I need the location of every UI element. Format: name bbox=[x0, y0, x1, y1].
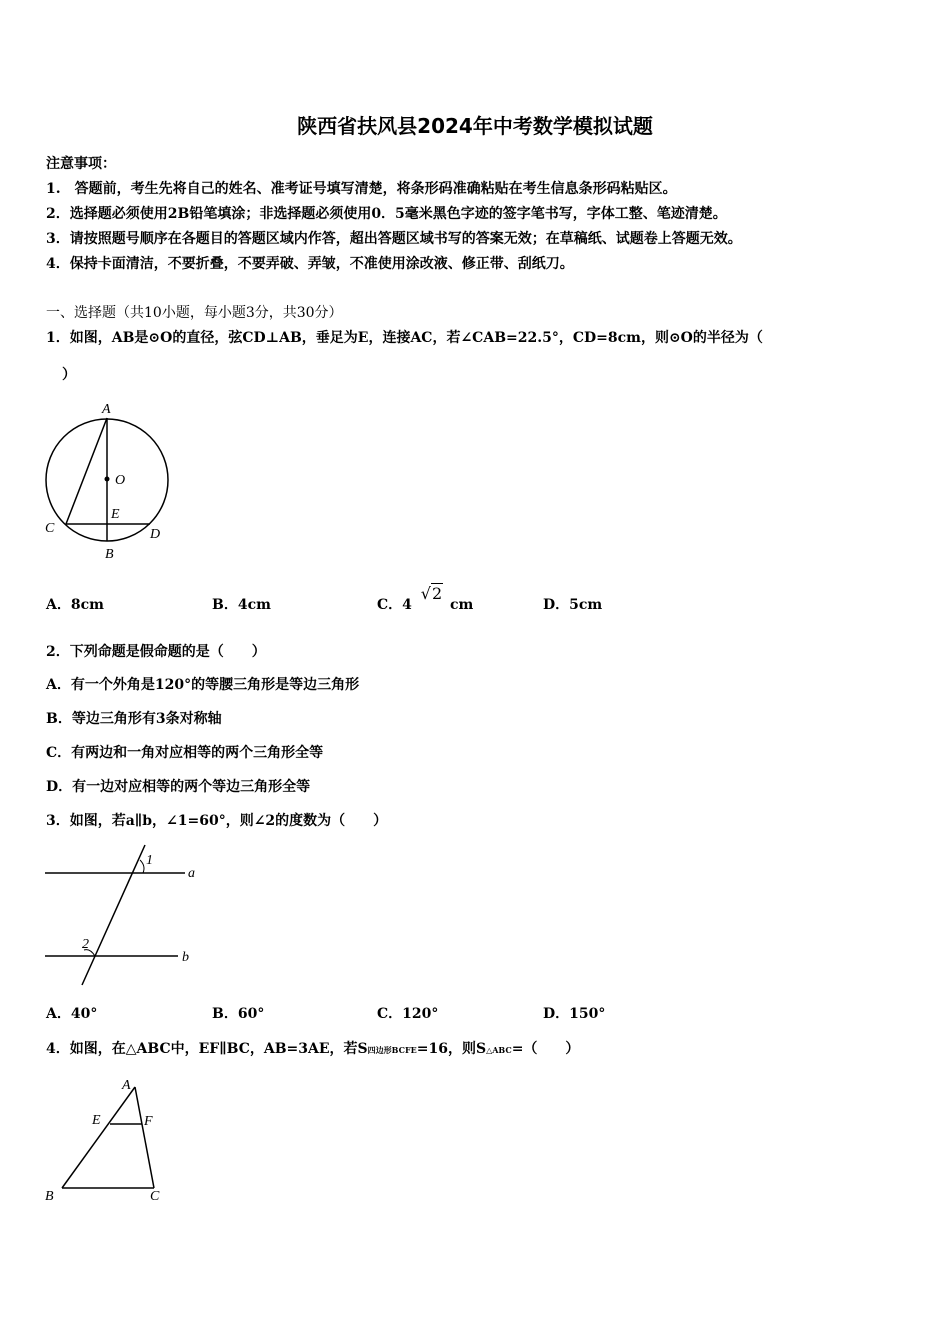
q2-stem: 2．下列命题是假命题的是（ ） bbox=[46, 644, 266, 660]
sqrt-radicand: 2 bbox=[431, 584, 443, 603]
q1-option-c-prefix: C．4 bbox=[377, 597, 412, 613]
q4-stem-mid: =16，则S bbox=[416, 1041, 487, 1057]
q2-option-d: D．有一边对应相等的两个等边三角形全等 bbox=[46, 779, 311, 795]
page-title: 陕西省扶风县2024年中考数学模拟试题 bbox=[297, 114, 653, 138]
q3-stem: 3．如图，若a∥b，∠1=60°，则∠2的度数为（ ） bbox=[46, 813, 388, 829]
center-dot bbox=[105, 477, 110, 482]
q3-parallel-figure bbox=[40, 840, 205, 990]
q2-option-c: C．有两边和一角对应相等的两个三角形全等 bbox=[46, 745, 324, 761]
segment-ac bbox=[66, 418, 107, 524]
label-b: B bbox=[45, 1189, 54, 1204]
transversal bbox=[82, 845, 145, 985]
sqrt-symbol: √2 bbox=[420, 584, 443, 603]
q4-triangle-figure bbox=[40, 1072, 175, 1207]
section-heading: 一、选择题（共10小题，每小题3分，共30分） bbox=[46, 305, 343, 321]
label-d: D bbox=[150, 527, 161, 542]
label-c: C bbox=[45, 521, 55, 536]
notice-heading: 注意事项： bbox=[46, 156, 116, 172]
label-line-b: b bbox=[182, 950, 189, 965]
q4-sub-quad: 四边形BCFE bbox=[367, 1045, 417, 1055]
angle-1-arc bbox=[140, 860, 144, 873]
q4-stem-end: =（ ） bbox=[511, 1041, 580, 1057]
q4-sub-triangle: △ABC bbox=[486, 1045, 512, 1055]
notice-item: 3．请按照题号顺序在各题目的答题区域内作答，超出答题区域书写的答案无效；在草稿纸、试题卷上答题无效。 bbox=[46, 231, 742, 247]
q4-stem bbox=[46, 1038, 579, 1058]
q1-stem: 1．如图，AB是⊙O的直径，弦CD⊥AB，垂足为E，连接AC，若∠CAB=22.5°，CD=8cm，则⊙O的半径为（ bbox=[46, 330, 763, 346]
q3-option-a: A．40° bbox=[46, 1006, 98, 1022]
q1-stem-end: ） bbox=[62, 367, 76, 383]
side-ac bbox=[135, 1087, 154, 1188]
q3-option-d: D．150° bbox=[543, 1006, 606, 1022]
notice-item: 4．保持卡面清洁，不要折叠，不要弄破、弄皱，不准使用涂改液、修正带、刮纸刀。 bbox=[46, 256, 574, 272]
label-f: F bbox=[144, 1114, 153, 1129]
label-line-a: a bbox=[188, 866, 195, 881]
label-b: B bbox=[105, 547, 114, 562]
q2-option-b: B．等边三角形有3条对称轴 bbox=[46, 711, 222, 727]
label-a: A bbox=[102, 402, 111, 417]
label-e: E bbox=[92, 1113, 101, 1128]
q1-option-d: D．5cm bbox=[543, 597, 603, 613]
label-a: A bbox=[122, 1078, 131, 1093]
label-angle-2: 2 bbox=[82, 937, 89, 952]
label-e: E bbox=[111, 507, 120, 522]
q1-option-c-unit: cm bbox=[450, 597, 474, 613]
q1-option-a: A．8cm bbox=[46, 597, 104, 613]
notice-item: 2．选择题必须使用2B铅笔填涂；非选择题必须使用0．5毫米黑色字迹的签字笔书写，字体工整、笔迹清楚。 bbox=[46, 206, 727, 222]
label-c: C bbox=[150, 1189, 160, 1204]
label-angle-1: 1 bbox=[146, 853, 153, 868]
label-o: O bbox=[115, 473, 126, 488]
q3-option-b: B．60° bbox=[212, 1006, 265, 1022]
q1-option-c bbox=[377, 584, 474, 614]
q2-option-a: A．有一个外角是120°的等腰三角形是等边三角形 bbox=[46, 677, 360, 693]
notice-item: 1. 答题前，考生先将自己的姓名、准考证号填写清楚，将条形码准确粘贴在考生信息条形码粘贴区。 bbox=[46, 181, 677, 197]
q1-option-b: B．4cm bbox=[212, 597, 271, 613]
q3-option-c: C．120° bbox=[377, 1006, 439, 1022]
q4-stem-pre: 4．如图，在△ABC中，EF∥BC，AB=3AE，若S bbox=[46, 1041, 368, 1057]
q1-circle-figure bbox=[40, 398, 175, 563]
side-ab bbox=[62, 1087, 135, 1188]
